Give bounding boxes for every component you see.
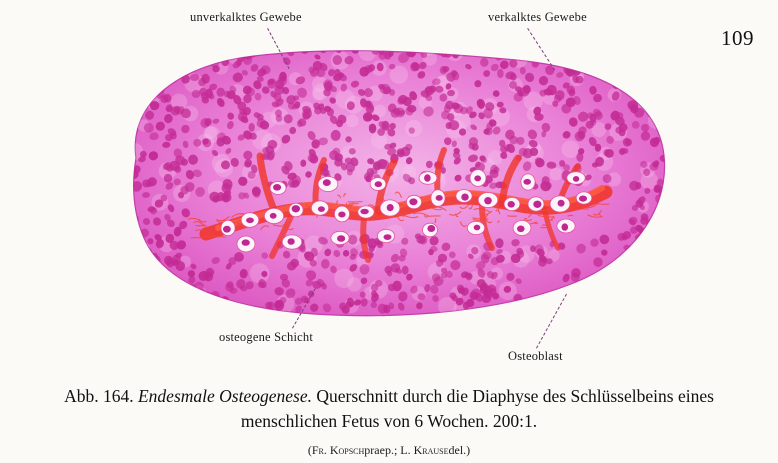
callout-osteogene-schicht: osteogene Schicht bbox=[219, 330, 314, 344]
page-number: 109 bbox=[721, 26, 754, 50]
credit-prefix: ( bbox=[307, 443, 312, 457]
callout-unverkalktes-gewebe: unverkalktes Gewebe bbox=[190, 10, 302, 24]
caption-line-1 bbox=[0, 384, 778, 409]
caption-figure-label: Abb. 164. bbox=[64, 386, 134, 406]
credit-author-illustrator-rest: del.) bbox=[448, 443, 471, 457]
credit-author-preparer-rest: praep.; bbox=[364, 443, 401, 457]
histology-illustration bbox=[78, 38, 698, 318]
figure-caption bbox=[0, 384, 778, 435]
credit-author-illustrator: L. Krause bbox=[400, 443, 449, 457]
credit-author-preparer: Fr. Kopsch bbox=[311, 443, 365, 457]
callout-verkalktes-gewebe: verkalktes Gewebe bbox=[488, 10, 587, 24]
figure-credit bbox=[0, 443, 778, 458]
caption-title: Endesmale Osteogenese. bbox=[137, 386, 312, 406]
caption-line-2: menschlichen Fetus von 6 Wochen. 200:1. bbox=[240, 411, 538, 432]
caption-line1-rest: Querschnitt durch die Diaphyse des Schlüsselbeins eines bbox=[316, 386, 714, 406]
tissue-body bbox=[111, 41, 686, 318]
callout-osteoblast: Osteoblast bbox=[508, 349, 563, 363]
